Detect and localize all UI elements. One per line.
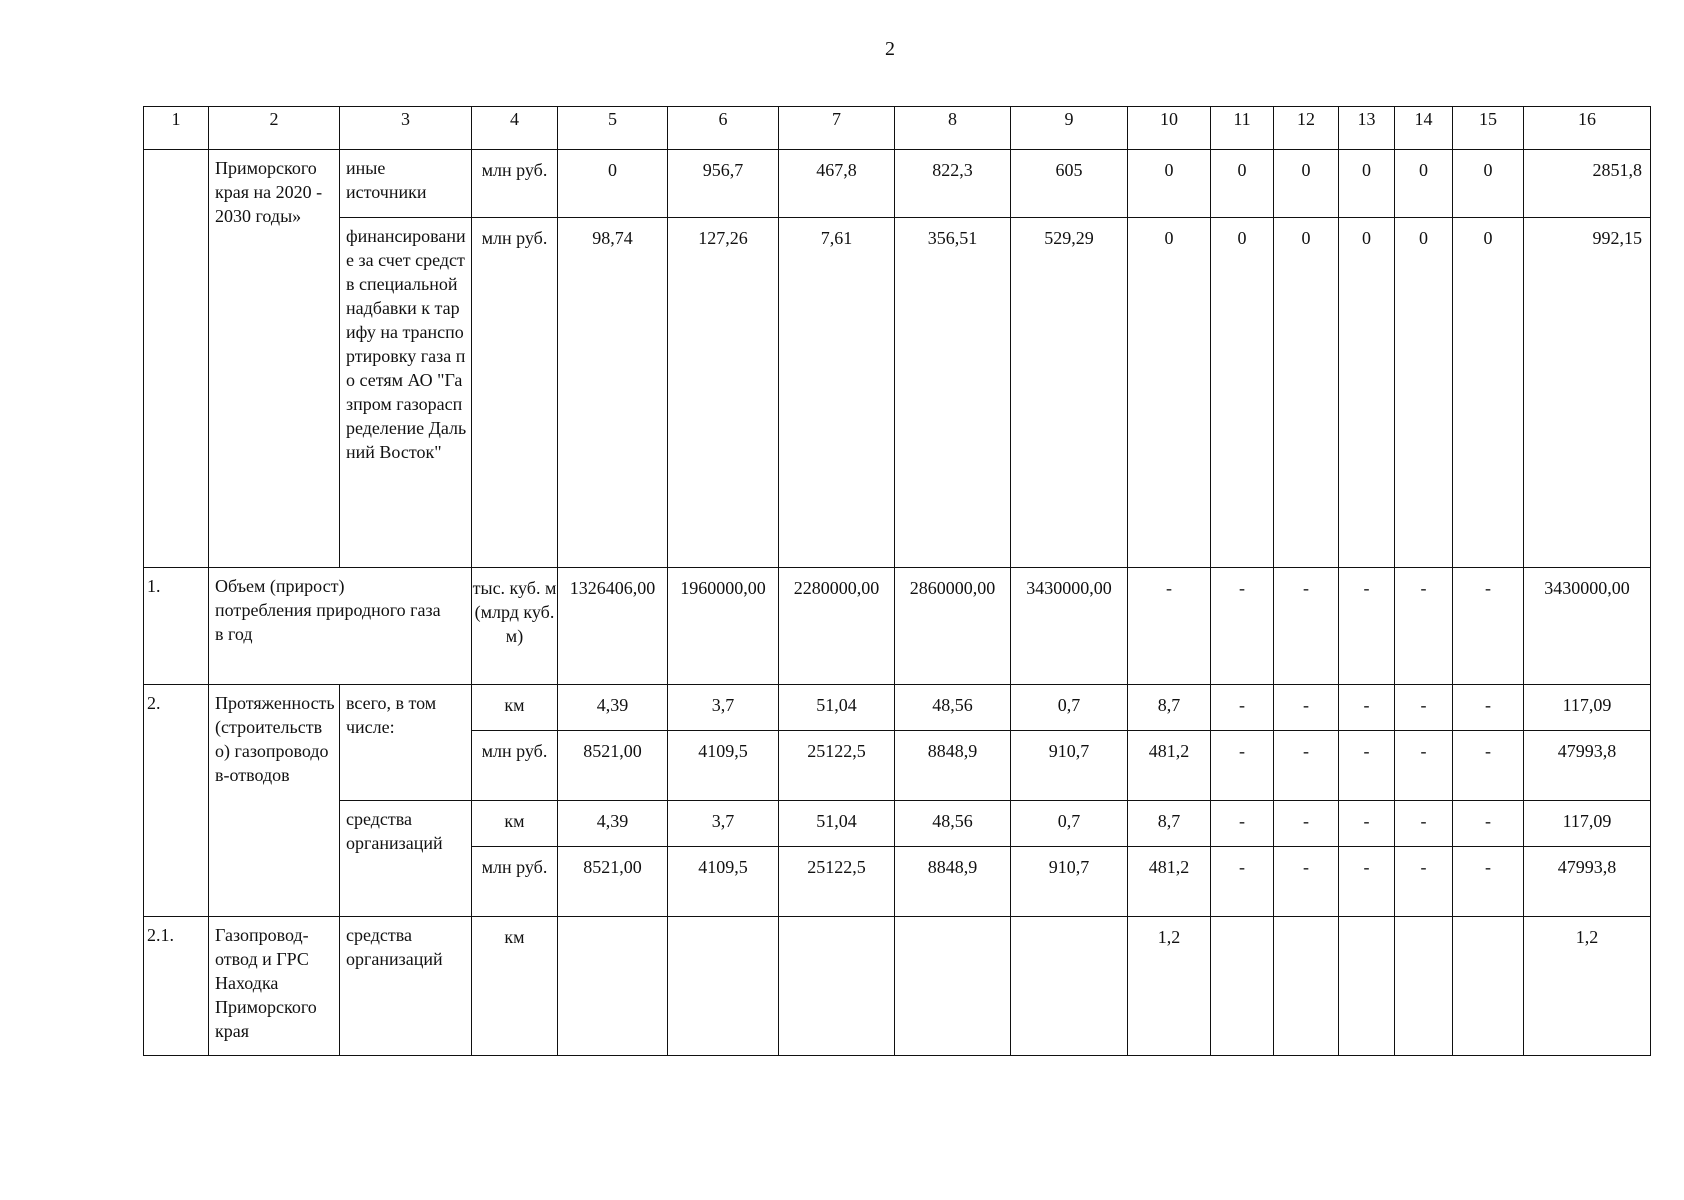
header-cell: 10 xyxy=(1128,107,1211,150)
value-cell: - xyxy=(1395,568,1453,685)
value-cell: - xyxy=(1128,568,1211,685)
header-cell: 13 xyxy=(1339,107,1395,150)
unit-cell: млн руб. xyxy=(472,150,558,218)
value-cell xyxy=(779,917,895,1056)
financing-table xyxy=(143,106,1651,1056)
value-cell: 0 xyxy=(558,150,668,218)
value-cell: 2280000,00 xyxy=(779,568,895,685)
unit-cell: км xyxy=(472,801,558,847)
value-cell: - xyxy=(1453,568,1524,685)
header-cell: 14 xyxy=(1395,107,1453,150)
total-cell: 47993,8 xyxy=(1524,847,1651,917)
value-cell: 3,7 xyxy=(668,685,779,731)
row-number-cell: 1. xyxy=(144,568,209,685)
value-cell: - xyxy=(1211,801,1274,847)
page-number: 2 xyxy=(885,38,895,60)
value-cell: - xyxy=(1339,568,1395,685)
value-cell: - xyxy=(1453,847,1524,917)
value-cell: - xyxy=(1274,568,1339,685)
value-cell: 0 xyxy=(1339,150,1395,218)
value-cell: 98,74 xyxy=(558,218,668,568)
unit-cell: км xyxy=(472,685,558,731)
row-number-cell xyxy=(144,150,209,568)
source-cell: иные источники xyxy=(340,150,472,218)
table-row xyxy=(144,218,1651,568)
value-cell: 3430000,00 xyxy=(1011,568,1128,685)
table-row xyxy=(144,917,1651,1056)
indicator-name-cell: Газопровод-отвод и ГРС Находка Приморского края xyxy=(209,917,340,1056)
value-cell: 127,26 xyxy=(668,218,779,568)
unit-cell: млн руб. xyxy=(472,218,558,568)
value-cell: - xyxy=(1395,801,1453,847)
value-cell: 8848,9 xyxy=(895,731,1011,801)
value-cell: 0 xyxy=(1211,218,1274,568)
header-cell: 1 xyxy=(144,107,209,150)
value-cell: 2860000,00 xyxy=(895,568,1011,685)
value-cell xyxy=(1395,917,1453,1056)
value-cell: 822,3 xyxy=(895,150,1011,218)
header-cell: 2 xyxy=(209,107,340,150)
value-cell: - xyxy=(1453,731,1524,801)
header-cell: 4 xyxy=(472,107,558,150)
value-cell: 3,7 xyxy=(668,801,779,847)
value-cell: 956,7 xyxy=(668,150,779,218)
value-cell: - xyxy=(1339,801,1395,847)
value-cell: - xyxy=(1395,685,1453,731)
header-cell: 8 xyxy=(895,107,1011,150)
value-cell xyxy=(1011,917,1128,1056)
value-cell: 0,7 xyxy=(1011,685,1128,731)
value-cell: - xyxy=(1211,685,1274,731)
value-cell: 910,7 xyxy=(1011,731,1128,801)
value-cell: - xyxy=(1453,801,1524,847)
total-cell: 992,15 xyxy=(1524,218,1651,568)
row-number-cell: 2.1. xyxy=(144,917,209,1056)
value-cell: - xyxy=(1274,801,1339,847)
value-cell: 0 xyxy=(1339,218,1395,568)
value-cell: 0 xyxy=(1453,218,1524,568)
source-cell: всего, в том числе: xyxy=(340,685,472,801)
value-cell: 25122,5 xyxy=(779,731,895,801)
table-row xyxy=(144,568,1651,685)
value-cell: 481,2 xyxy=(1128,731,1211,801)
value-cell: 7,61 xyxy=(779,218,895,568)
value-cell: 0 xyxy=(1395,218,1453,568)
value-cell: 481,2 xyxy=(1128,847,1211,917)
total-cell: 1,2 xyxy=(1524,917,1651,1056)
value-cell: 0 xyxy=(1453,150,1524,218)
value-cell: 0,7 xyxy=(1011,801,1128,847)
indicator-name-cell: Протяженность (строительство) газопроводов-отводов xyxy=(209,685,340,917)
header-cell: 7 xyxy=(779,107,895,150)
value-cell: - xyxy=(1211,568,1274,685)
value-cell: 48,56 xyxy=(895,801,1011,847)
header-cell: 6 xyxy=(668,107,779,150)
header-row xyxy=(144,107,1651,150)
table-row xyxy=(144,685,1651,731)
value-cell: 8848,9 xyxy=(895,847,1011,917)
value-cell: - xyxy=(1395,847,1453,917)
value-cell: - xyxy=(1274,847,1339,917)
value-cell: 48,56 xyxy=(895,685,1011,731)
value-cell: - xyxy=(1395,731,1453,801)
unit-cell: тыс. куб. м (млрд куб. м) xyxy=(472,568,558,685)
header-cell: 9 xyxy=(1011,107,1128,150)
value-cell: - xyxy=(1211,731,1274,801)
value-cell: 4109,5 xyxy=(668,847,779,917)
total-cell: 3430000,00 xyxy=(1524,568,1651,685)
value-cell: 25122,5 xyxy=(779,847,895,917)
value-cell: 51,04 xyxy=(779,685,895,731)
value-cell xyxy=(558,917,668,1056)
source-cell: средства организаций xyxy=(340,917,472,1056)
table-row xyxy=(144,150,1651,218)
value-cell: - xyxy=(1274,731,1339,801)
indicator-name-cell: Объем (прирост) потребления природного газа в год xyxy=(209,568,472,685)
value-cell xyxy=(1274,917,1339,1056)
unit-cell: км xyxy=(472,917,558,1056)
value-cell: - xyxy=(1274,685,1339,731)
source-cell: финансирование за счет средств специальной надбавки к тарифу на транспортировку газа по сетям АО "Газпром газораспределение Дальний Восток" xyxy=(340,218,472,568)
value-cell: 910,7 xyxy=(1011,847,1128,917)
value-cell: 4,39 xyxy=(558,685,668,731)
value-cell: 605 xyxy=(1011,150,1128,218)
value-cell: 8,7 xyxy=(1128,801,1211,847)
program-title-cell: Приморского края на 2020 - 2030 годы» xyxy=(209,150,340,568)
total-cell: 2851,8 xyxy=(1524,150,1651,218)
header-cell: 5 xyxy=(558,107,668,150)
value-cell: 8521,00 xyxy=(558,847,668,917)
header-cell: 11 xyxy=(1211,107,1274,150)
value-cell: 8,7 xyxy=(1128,685,1211,731)
header-cell: 16 xyxy=(1524,107,1651,150)
value-cell: 1326406,00 xyxy=(558,568,668,685)
source-cell: средства организаций xyxy=(340,801,472,917)
header-cell: 15 xyxy=(1453,107,1524,150)
value-cell: 0 xyxy=(1395,150,1453,218)
value-cell: 4,39 xyxy=(558,801,668,847)
value-cell: 0 xyxy=(1274,150,1339,218)
total-cell: 117,09 xyxy=(1524,685,1651,731)
value-cell xyxy=(1453,917,1524,1056)
value-cell: - xyxy=(1339,847,1395,917)
unit-cell: млн руб. xyxy=(472,731,558,801)
value-cell: 0 xyxy=(1274,218,1339,568)
value-cell: 1960000,00 xyxy=(668,568,779,685)
total-cell: 117,09 xyxy=(1524,801,1651,847)
value-cell: 1,2 xyxy=(1128,917,1211,1056)
table-row xyxy=(144,801,1651,847)
value-cell: 0 xyxy=(1128,218,1211,568)
value-cell: - xyxy=(1339,731,1395,801)
value-cell: - xyxy=(1211,847,1274,917)
value-cell xyxy=(1339,917,1395,1056)
total-cell: 47993,8 xyxy=(1524,731,1651,801)
header-cell: 3 xyxy=(340,107,472,150)
value-cell: 0 xyxy=(1211,150,1274,218)
value-cell: 0 xyxy=(1128,150,1211,218)
value-cell: 356,51 xyxy=(895,218,1011,568)
value-cell xyxy=(1211,917,1274,1056)
value-cell xyxy=(668,917,779,1056)
value-cell: 51,04 xyxy=(779,801,895,847)
value-cell: 529,29 xyxy=(1011,218,1128,568)
value-cell: 4109,5 xyxy=(668,731,779,801)
value-cell: 467,8 xyxy=(779,150,895,218)
value-cell xyxy=(895,917,1011,1056)
header-cell: 12 xyxy=(1274,107,1339,150)
unit-cell: млн руб. xyxy=(472,847,558,917)
value-cell: 8521,00 xyxy=(558,731,668,801)
row-number-cell: 2. xyxy=(144,685,209,917)
value-cell: - xyxy=(1339,685,1395,731)
value-cell: - xyxy=(1453,685,1524,731)
